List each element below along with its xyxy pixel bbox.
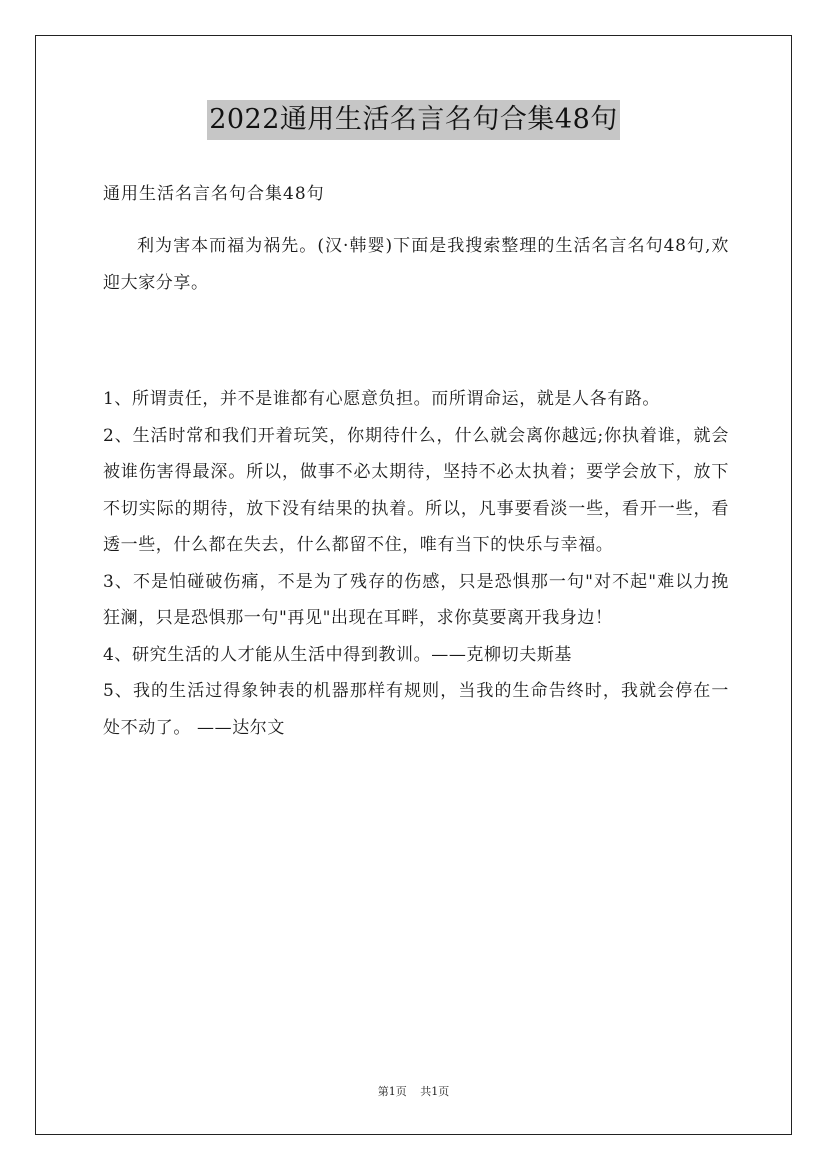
page-number-total: 共1页 — [420, 1085, 450, 1098]
quote-paragraph: 1、所谓责任，并不是谁都有心愿意负担。而所谓命运，就是人各有路。 — [103, 389, 661, 409]
document-body — [103, 228, 729, 746]
quote-paragraph: 2、生活时常和我们开着玩笑，你期待什么，什么就会离你越远;你执着谁，就会被谁伤害得最深。所以，做事不必太期待，坚持不必太执着；要学会放下，放下不切实际的期待，放下没有结果的执着。所以，凡事要看淡一些，看开一些，看透一些，什么都在失去，什么都留不住，唯有当下的快乐与幸福。 — [103, 425, 729, 555]
paragraph-gap — [103, 301, 729, 381]
quote-paragraph: 3、不是怕碰破伤痛，不是为了残存的伤感，只是恐惧那一句"对不起"难以力挽狂澜，只是恐惧那一句"再见"出现在耳畔，求你莫要离开我身边！ — [103, 571, 729, 628]
page-footer — [0, 1084, 827, 1100]
document-title: 2022通用生活名言名句合集48句 — [207, 100, 620, 140]
quote-paragraph: 4、研究生活的人才能从生活中得到教训。——克柳切夫斯基 — [103, 644, 573, 665]
intro-paragraph: 利为害本而福为祸先。(汉·韩婴)下面是我搜索整理的生活名言名句48句,欢迎大家分享。 — [103, 236, 729, 293]
page-number-current: 第1页 — [377, 1085, 407, 1098]
quote-paragraph: 5、我的生活过得象钟表的机器那样有规则，当我的生命告终时，我就会停在一处不动了。 ——达尔文 — [103, 681, 729, 738]
title-container — [0, 100, 827, 140]
document-subtitle: 通用生活名言名句合集48句 — [103, 184, 325, 204]
